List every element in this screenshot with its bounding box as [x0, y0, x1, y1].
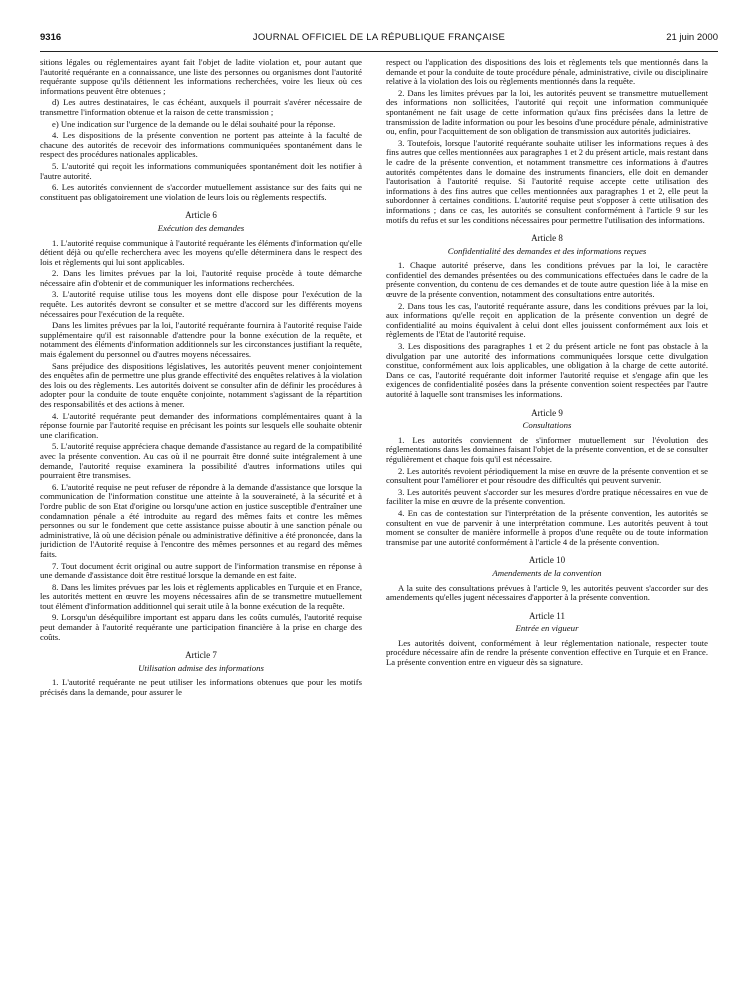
- header-rule: [40, 51, 718, 52]
- article-6-subtitle: Exécution des demandes: [157, 222, 245, 233]
- page-header: [40, 30, 718, 46]
- paragraph: 2. Dans les limites prévues par la loi, les autorités peuvent se transmettre mutuellement des informations non sollicitées, l'autorité qui reçoit une information communiquée spontanément ne fait usage de cette information qu'aux fins précisées dans la lettre de transmission de ladite information ou pour les besoins d'une procédure pénale, administrative ou, enfin, pour l'acquittement de son obligation de transmission aux autorités judiciaires.: [386, 87, 708, 137]
- paragraph: 3. Les autorités peuvent s'accorder sur les mesures d'ordre pratique nécessaires en vue de faciliter la mise en œuvre de la présente convention.: [386, 486, 708, 507]
- page-number: 9316: [40, 32, 62, 43]
- paragraph: 3. Toutefois, lorsque l'autorité requérante souhaite utiliser les informations reçues à des fins autres que celles mentionnées aux paragraphes 1 et 2 du présent article, mais restant dans le cadre de la présente convention, et notamment transmettre ces informations à d'autres autorités compétentes dans le domaine des instruments financiers, elle doit en demander l'autorisation à l'autorité requise. Si l'autorité requise accepte cette utilisation des informations à des fins autres que celles mentionnées aux paragraphes 1 et 2, elle peut la subordonner à certaines conditions. L'autorité requise peut s'opposer à cette utilisation des informations ; dans ce cas, les autorités se consultent conformément à l'article 9 sur les motifs du refus et sur les conditions nécessaires pour permettre l'utilisation des informations.: [386, 137, 708, 225]
- paragraph: 3. Les dispositions des paragraphes 1 et 2 du présent article ne font pas obstacle à la divulgation par une autorité des informations communiquées lorsque cette divulgation constitue, conformément aux lois applicables, une obligation à la charge de cette autorité. Dans ce cas, l'autorité requérante doit informer l'autorité requise et s'engage afin que les exigences de confidentialité posées dans la présente convention soient respectées par l'autre autorité à laquelle sont transmises les informations.: [386, 341, 708, 399]
- article-9-title: Article 9: [531, 407, 563, 418]
- paragraph: 1. L'autorité requérante ne peut utiliser les informations obtenues que pour les motifs précisés dans la demande, pour assurer le: [40, 677, 362, 698]
- article-6-title: Article 6: [185, 210, 217, 221]
- paragraph: 5. L'autorité qui reçoit les informations communiquées spontanément doit les notifier à l'autre autorité.: [40, 160, 362, 181]
- paragraph: 9. Lorsqu'un déséquilibre important est apparu dans les coûts cumulés, l'autorité requise peut demander à l'autorité requérante une participation financière à la prise en charge des coûts.: [40, 612, 362, 642]
- paragraph: 2. Les autorités revoient périodiquement la mise en œuvre de la présente convention et se consultent pour l'améliorer et pour résoudre des difficultés qui peuvent survenir.: [386, 465, 708, 486]
- article-11-subtitle: Entrée en vigueur: [515, 623, 579, 634]
- paragraph: 1. Chaque autorité préserve, dans les conditions prévues par la loi, le caractère confidentiel des demandes présentées ou des communications effectuées dans le cadre de la présente convention, du contenu de ces demandes et de toute autre question liée à la mise en œuvre de la présente convention, notamment des consultations entre autorités.: [386, 260, 708, 300]
- paragraph: Dans les limites prévues par la loi, l'autorité requérante fournira à l'autorité requise l'aide supplémentaire qu'il est raisonnable d'attendre pour la bonne exécution de la requête, et notamment des éléments d'information additionnels sur les circonstances justifiant la requête, mais également du personnel ou d'autres moyens nécessaires.: [40, 320, 362, 360]
- paragraph: 6. Les autorités conviennent de s'accorder mutuellement assistance sur des faits qui ne constituent pas obligatoirement une violation de leurs lois ou règlements respectifs.: [40, 182, 362, 202]
- paragraph: A la suite des consultations prévues à l'article 9, les autorités peuvent s'accorder sur des amendements qu'elles jugent nécessaires d'apporter à la présente convention.: [386, 582, 708, 603]
- paragraph: e) Une indication sur l'urgence de la demande ou le délai souhaité pour la réponse.: [52, 118, 336, 129]
- paragraph: 7. Tout document écrit original ou autre support de l'information transmise en réponse à une demande d'assistance doit être restitué lorsque la demande en est faite.: [40, 560, 362, 581]
- article-7-title: Article 7: [185, 650, 217, 661]
- paragraph: respect ou l'application des dispositions des lois et règlements tels que mentionnés dans la demande et pour la conduite de toute procédure pénale, administrative, civile ou disciplinaire relative à la violation des lois ou règlements mentionnés dans la requête.: [386, 58, 708, 87]
- paragraph: d) Les autres destinataires, le cas échéant, auxquels il pourrait s'avérer nécessaire de transmettre l'information obtenue et la raison de cette transmission ;: [40, 97, 362, 117]
- paragraph: 1. L'autorité requise communique à l'autorité requérante les éléments d'information qu'elle détient déjà ou qu'elle recherchera avec les moyens qu'elle déterminera dans le respect des lois et règlements qui lui sont applicables.: [40, 237, 362, 267]
- left-column: [40, 58, 362, 984]
- paragraph: 2. Dans les limites prévues par la loi, l'autorité requise procède à toute démarche nécessaire afin d'obtenir et de communiquer les informations recherchées.: [40, 268, 362, 288]
- article-10-subtitle: Amendements de la convention: [492, 567, 602, 578]
- journal-title: JOURNAL OFFICIEL DE LA RÉPUBLIQUE FRANÇAISE: [252, 32, 506, 43]
- paragraph: sitions légales ou réglementaires ayant fait l'objet de ladite violation et, pour autant que l'autorité requérante en a connaissance, une liste des personnes ou organismes dont l'autorité requérante suppose qu'ils détiennent les informations recherchées, voire les lieux où ces informations peuvent être obtenues ;: [40, 58, 362, 96]
- paragraph: Sans préjudice des dispositions législatives, les autorités peuvent mener conjointement des enquêtes afin de permettre une plus grande effectivité des enquêtes relatives à la violation des lois ou des règlements. Les autorités doivent se consulter afin de définir les procédures à adopter pour la conduite de toute enquête conjointe, notamment s'agissant de la répartition des responsabilités et des actions à mener.: [40, 360, 362, 409]
- article-8-title: Article 8: [531, 233, 563, 244]
- article-7-subtitle: Utilisation admise des informations: [138, 662, 264, 673]
- right-column: [386, 58, 708, 984]
- paragraph: 4. Les dispositions de la présente convention ne portent pas atteinte à la faculté de chacune des autorités de recevoir des informations communiquées spontanément dans le respect des procédures nationales applicables.: [40, 130, 362, 160]
- article-9-subtitle: Consultations: [522, 420, 572, 431]
- paragraph: 4. L'autorité requérante peut demander des informations complémentaires quant à la réponse fournie par l'autorité requise en précisant les points sur lesquels elle souhaite obtenir une clarification.: [40, 410, 362, 440]
- paragraph: 6. L'autorité requise ne peut refuser de répondre à la demande d'assistance que lorsque la communication de l'information constitue une atteinte à la souveraineté, à la sécurité et à l'ordre public de son Etat d'origine ou lorsqu'une action en justice susceptible d'entraîner une condamnation pénale a été introduite au regard des mêmes faits et contre les mêmes personnes ou sur le fondement que cette assistance puisse aboutir à une sanction pénale ou administrative, là où une décision pénale ou administrative définitive a été prononcée, dans la juridiction de l'Autorité requise à l'encontre des mêmes personnes et au regard des mêmes faits.: [40, 481, 362, 559]
- paragraph: 8. Dans les limites prévues par les lois et règlements applicables en Turquie et en France, les autorités mettent en œuvre les moyens nécessaires afin de se transmettre mutuellement tout élément d'information additionnel qui serait utile à la bonne exécution de la requête.: [40, 581, 362, 611]
- paragraph: 1. Les autorités conviennent de s'informer mutuellement sur l'évolution des réglementations dans les domaines faisant l'objet de la présente convention, et de se consulter régulièrement et chaque fois qu'il est nécessaire.: [386, 434, 708, 464]
- article-11-title: Article 11: [529, 610, 565, 621]
- publication-date: 21 juin 2000: [666, 32, 718, 43]
- paragraph: 5. L'autorité requise appréciera chaque demande d'assistance au regard de la compatibilité avec la présente convention. Au cas où il ne pourrait être donné suite intégralement à une demande, l'autorité requise examinera la possibilité d'autres informations utiles qui pourraient être transmises.: [40, 441, 362, 481]
- article-8-subtitle: Confidentialité des demandes et des informations reçues: [447, 245, 647, 256]
- article-10-title: Article 10: [528, 555, 566, 566]
- paragraph: 4. En cas de contestation sur l'interprétation de la présente convention, les autorités se consultent en vue de parvenir à une interprétation commune. Les autorités peuvent à tout moment se consulter de manière informelle à propos d'une requête ou de toute information transmise par une autorité conformément à l'article 4 de la présente convention.: [386, 507, 708, 547]
- paragraph: 3. L'autorité requise utilise tous les moyens dont elle dispose pour l'exécution de la requête. Les autorités devront se consulter et se mettre d'accord sur les différents moyens nécessaires pour l'exécution de la requête.: [40, 289, 362, 319]
- paragraph: 2. Dans tous les cas, l'autorité requérante assure, dans les conditions prévues par la loi, aux informations qu'elle reçoit en application de la présente convention un degré de confidentialité au moins équivalent à celui dont elles jouissent conformément aux lois et règlements de l'Etat de l'autorité requise.: [386, 300, 708, 340]
- paragraph: Les autorités doivent, conformément à leur réglementation nationale, respecter toute procédure nécessaire afin de rendre la présente convention effective en Turquie et en France. La présente convention entre en vigueur dès sa signature.: [386, 637, 708, 668]
